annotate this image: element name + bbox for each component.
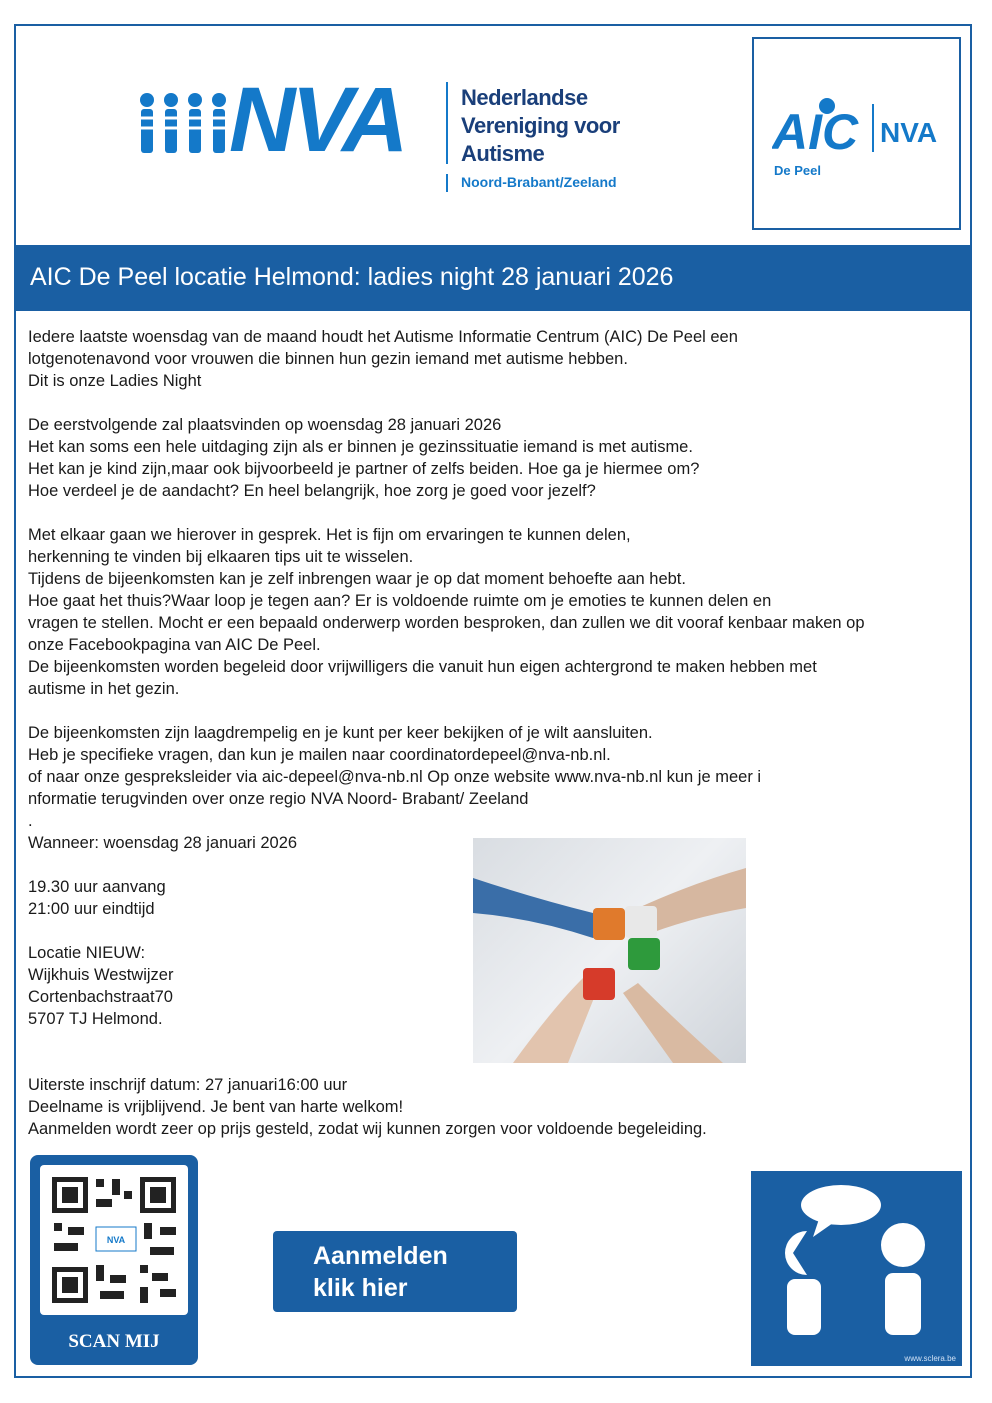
qr-code[interactable] bbox=[40, 1165, 188, 1315]
logo-divider bbox=[446, 82, 448, 164]
text-line: Hoe gaat het thuis?Waar loop je tegen aan? Er is voldoende ruimte om je emoties te kunnen delen en bbox=[28, 592, 772, 610]
text-line: autisme in het gezin. bbox=[28, 680, 180, 698]
text-line: onze Facebookpagina van AIC De Peel. bbox=[28, 636, 321, 654]
text-line: vragen te stellen. Mocht er een bepaald onderwerp worden besproken, dan zullen we dit vooraf kenbaar maken op bbox=[28, 614, 865, 632]
text-line: Hoe verdeel je de aandacht? En heel belangrijk, hoe zorg je goed voor jezelf? bbox=[28, 482, 596, 500]
qr-code-icon bbox=[40, 1165, 188, 1315]
svg-text:AIC: AIC bbox=[772, 104, 859, 160]
text-line: Het kan je kind zijn,maar ook bijvoorbeeld je partner of zelfs beiden. Hoe ga je hiermee om? bbox=[28, 460, 700, 478]
svg-text:NVA: NVA bbox=[106, 1235, 126, 1245]
people-icon bbox=[133, 88, 233, 158]
scan-label: SCAN MIJ bbox=[68, 1331, 160, 1352]
region-label: Noord-Brabant/Zeeland bbox=[461, 174, 617, 190]
location-street: Cortenbachstraat70 bbox=[28, 988, 173, 1006]
register-button[interactable] bbox=[273, 1231, 517, 1312]
end-time: 21:00 uur eindtijd bbox=[28, 900, 155, 918]
aic-logo bbox=[772, 94, 942, 164]
page-title: AIC De Peel locatie Helmond: ladies night 28 januari 2026 bbox=[30, 263, 674, 291]
organisation-name: Nederlandse Vereniging voor Autisme bbox=[461, 85, 620, 166]
text-line: . bbox=[28, 812, 33, 830]
event-date: Wanneer: woensdag 28 januari 2026 bbox=[28, 834, 298, 852]
text-line: De bijeenkomsten zijn laagdrempelig en je kunt per keer bekijken of je wilt aansluiten. bbox=[28, 724, 653, 742]
qr-code-card[interactable] bbox=[30, 1155, 198, 1365]
register-button-label: Aanmelden klik hier bbox=[313, 1242, 448, 1302]
svg-text:NVA: NVA bbox=[880, 117, 938, 148]
aic-subtitle: De Peel bbox=[774, 163, 821, 178]
text-line: of naar onze gespreksleider via aic-depeel@nva-nb.nl Op onze website www.nva-nb.nl kun je meer i bbox=[28, 768, 762, 786]
text-line: De eerstvolgende zal plaatsvinden op woensdag 28 januari 2026 bbox=[28, 416, 502, 434]
text-line: Heb je specifieke vragen, dan kun je mailen naar coordinatordepeel@nva-nb.nl. bbox=[28, 746, 611, 764]
nva-wordmark: NVA bbox=[229, 69, 405, 171]
aic-logo-box bbox=[752, 37, 961, 230]
text-line: Iedere laatste woensdag van de maand houdt het Autisme Informatie Centrum (AIC) De Peel een bbox=[28, 328, 738, 346]
text-line: Met elkaar gaan we hierover in gesprek. Het is fijn om ervaringen te kunnen delen, bbox=[28, 526, 631, 544]
conversation-icon bbox=[751, 1171, 962, 1366]
location-label: Locatie NIEUW: bbox=[28, 944, 146, 962]
puzzle-icon bbox=[473, 838, 746, 1063]
text-line: herkenning te vinden bij elkaaren tips uit te wisselen. bbox=[28, 548, 414, 566]
sclera-credit: www.sclera.be bbox=[904, 1354, 956, 1363]
title-bar bbox=[16, 245, 970, 311]
registration-deadline: Uiterste inschrijf datum: 27 januari16:00 uur bbox=[28, 1076, 348, 1094]
text-line: Het kan soms een hele uitdaging zijn als er binnen je gezinssituatie iemand is met autisme. bbox=[28, 438, 693, 456]
puzzle-hands-photo bbox=[473, 838, 746, 1063]
register-note: Aanmelden wordt zeer op prijs gesteld, zodat wij kunnen zorgen voor voldoende begeleiding. bbox=[28, 1120, 707, 1138]
text-line: Dit is onze Ladies Night bbox=[28, 372, 202, 390]
location-city: 5707 TJ Helmond. bbox=[28, 1010, 163, 1028]
logo-divider bbox=[446, 174, 448, 192]
location-name: Wijkhuis Westwijzer bbox=[28, 966, 174, 984]
text-line: lotgenotenavond voor vrouwen die binnen hun gezin iemand met autisme hebben. bbox=[28, 350, 628, 368]
text-line: De bijeenkomsten worden begeleid door vrijwilligers die vanuit hun eigen achtergrond te maken hebben met bbox=[28, 658, 817, 676]
text-line: Tijdens de bijeenkomsten kan je zelf inbrengen waar je op dat moment behoefte aan hebt. bbox=[28, 570, 686, 588]
talking-people-pictogram bbox=[751, 1171, 962, 1366]
welcome-note: Deelname is vrijblijvend. Je bent van harte welkom! bbox=[28, 1098, 404, 1116]
text-line: nformatie terugvinden over onze regio NVA Noord- Brabant/ Zeeland bbox=[28, 790, 529, 808]
start-time: 19.30 uur aanvang bbox=[28, 878, 166, 896]
aic-logo-mark bbox=[772, 94, 942, 164]
